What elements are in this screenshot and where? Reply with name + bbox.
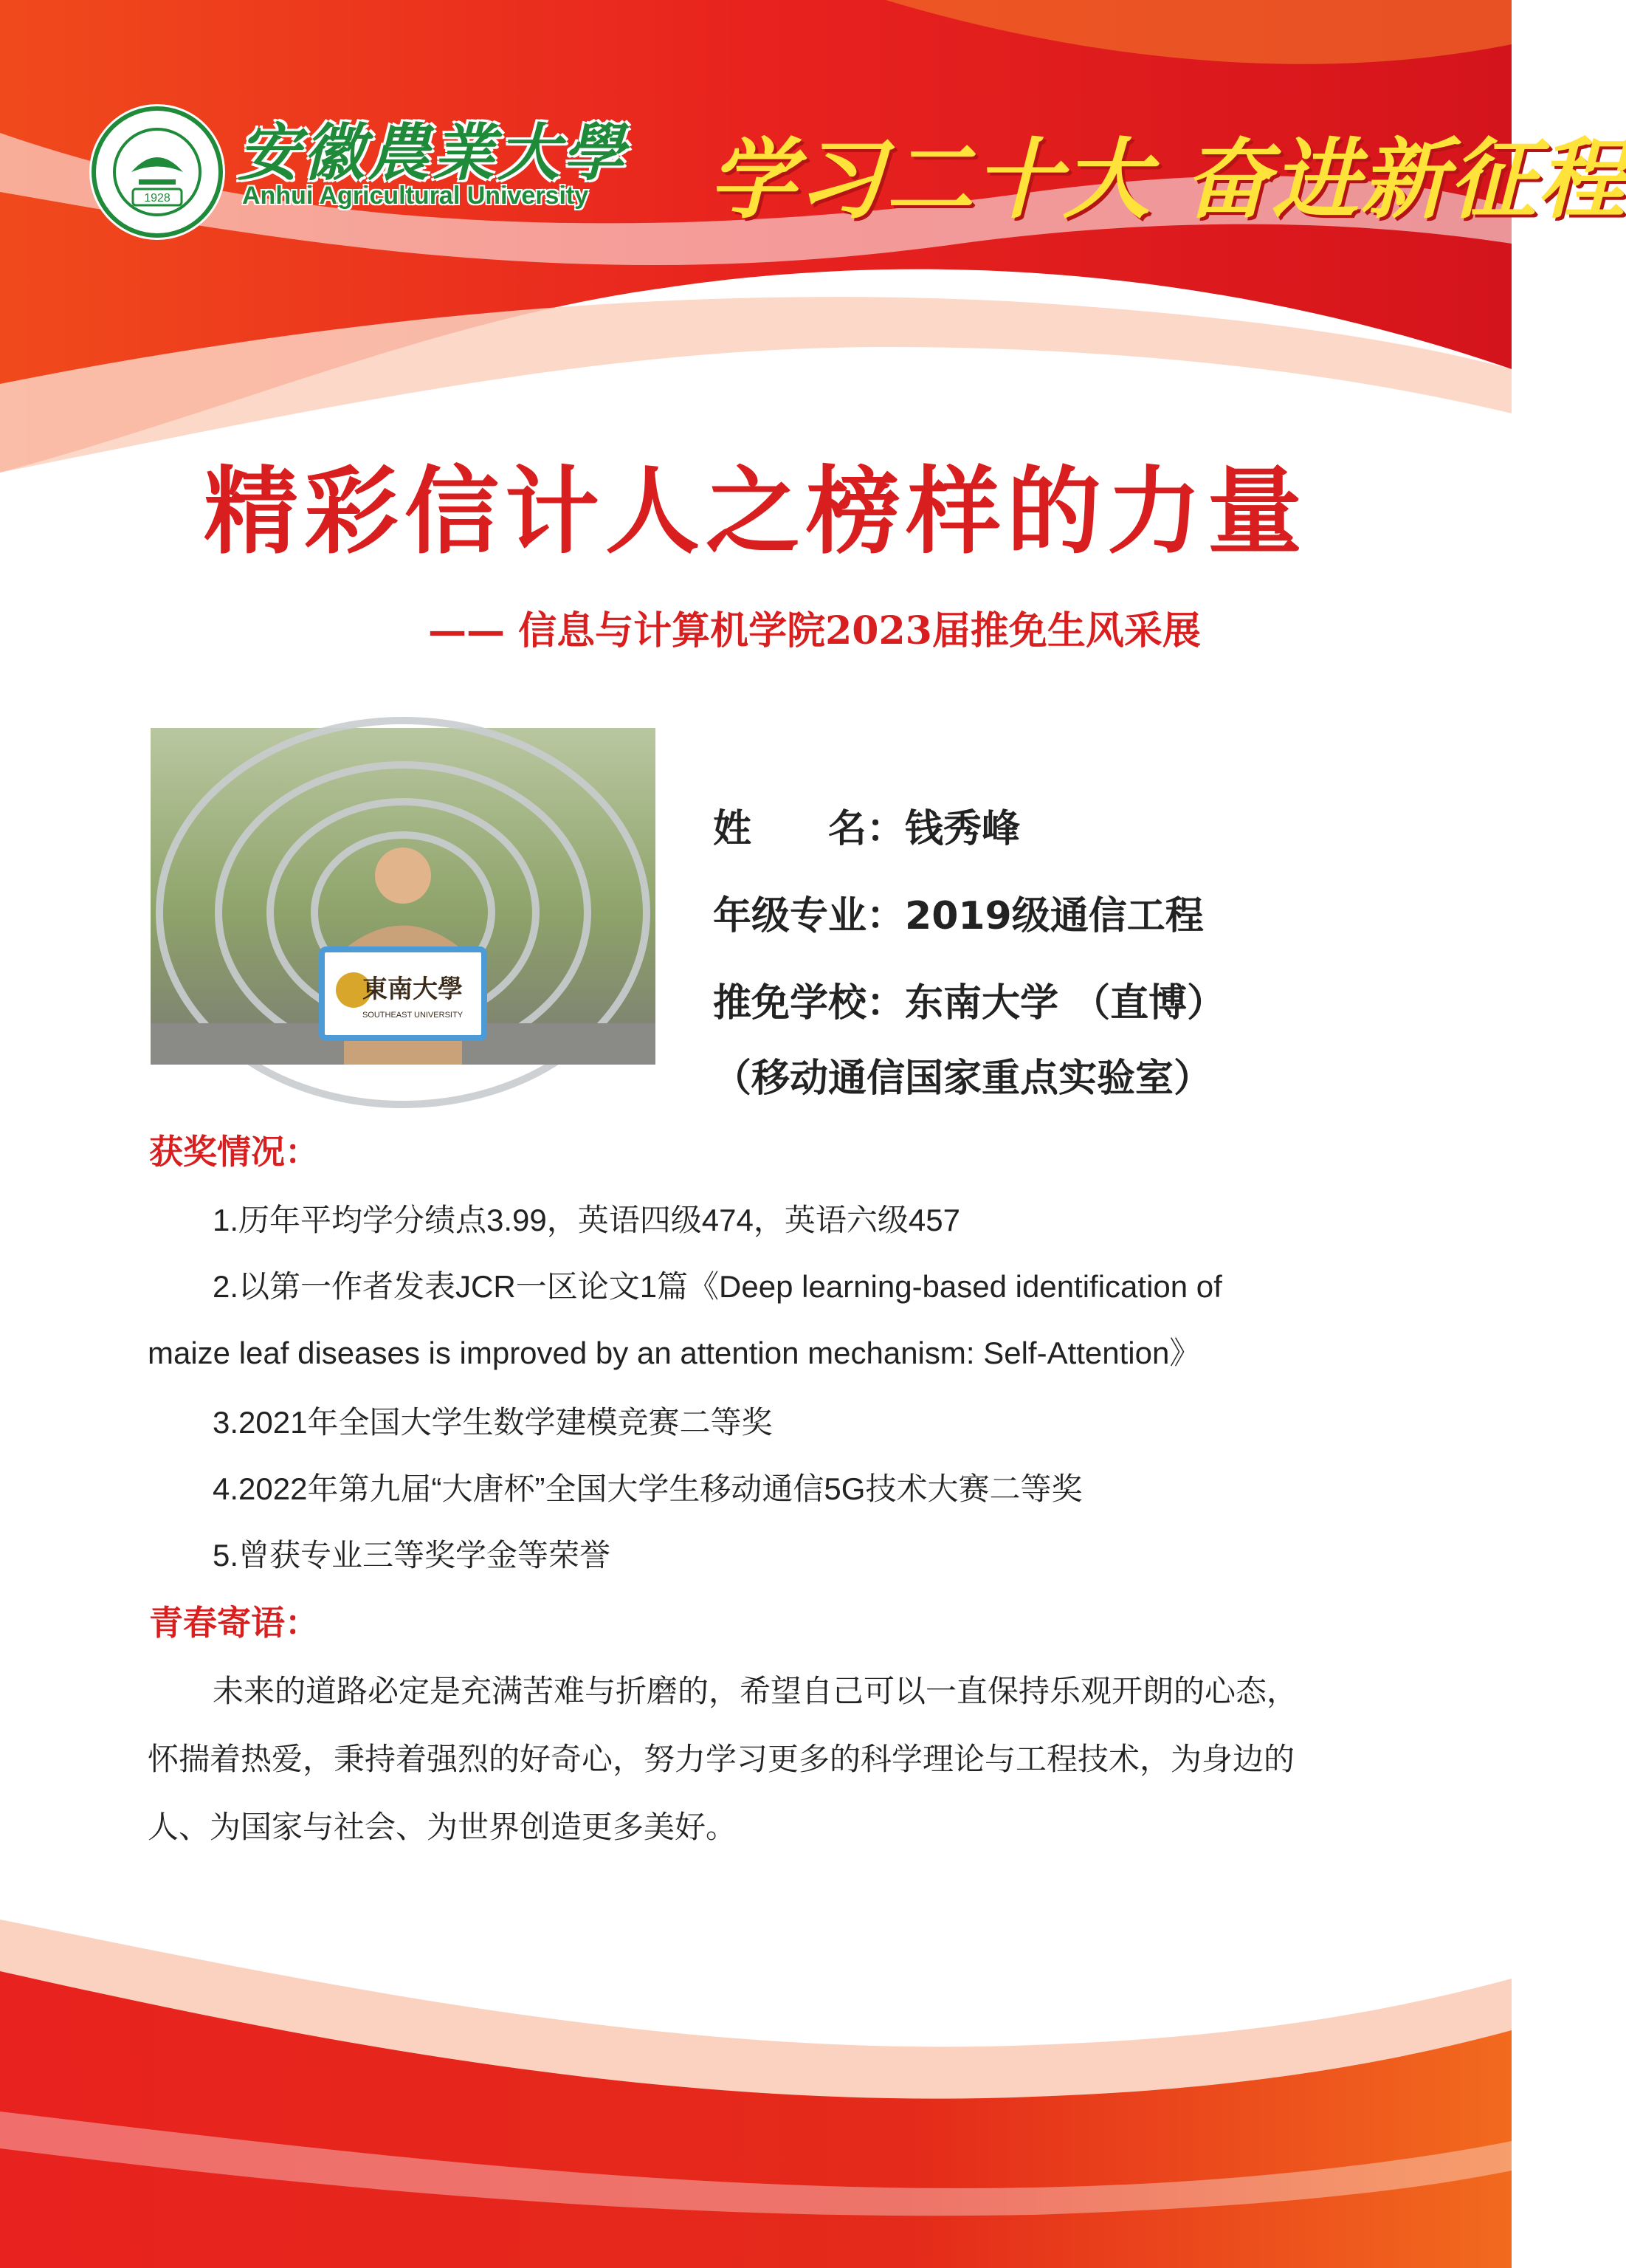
awards-heading: 获奖情况： <box>149 1132 319 1172</box>
award-item: 2.以第一作者发表JCR一区论文1篇《Deep learning-based identification of <box>213 1269 1222 1304</box>
page-subtitle: —— 信息与计算机学院2023届推免生风采展 <box>428 608 1201 653</box>
major-label: 年级专业： <box>713 894 906 938</box>
profile-school-row <box>713 972 1225 1027</box>
student-photo <box>151 728 655 1065</box>
school-value: 东南大学 （直博） <box>905 981 1226 1025</box>
name-label: 姓 名： <box>713 807 906 851</box>
banner-subtext: SOUTHEAST UNIVERSITY <box>362 1011 464 1020</box>
bottom-banner-background <box>0 1890 1512 2268</box>
wish-heading: 青春寄语： <box>149 1603 319 1643</box>
banner-text: 東南大學 <box>362 975 463 1004</box>
award-item: 3.2021年全国大学生数学建模竞赛二等奖 <box>213 1405 773 1440</box>
wish-line: 怀揣着热爱，秉持着强烈的好奇心，努力学习更多的科学理论与工程技术，为身边的 <box>148 1742 1295 1776</box>
profile-lab: （移动通信国家重点实验室） <box>713 1056 1213 1101</box>
slogan: 学习二十大 奋进新征程 <box>709 128 1626 230</box>
award-item-continued: maize leaf diseases is improved by an attention mechanism: Self-Attention》 <box>148 1336 1201 1370</box>
award-item: 1.历年平均学分绩点3.99，英语四级474，英语六级457 <box>213 1203 960 1237</box>
school-label: 推免学校： <box>713 981 906 1025</box>
page-title: 精彩信计人之榜样的力量 <box>203 456 1308 567</box>
award-item: 5.曾获专业三等奖学金等荣誉 <box>213 1538 611 1573</box>
profile-major-row <box>713 884 1204 940</box>
name-value: 钱秀峰 <box>905 807 1021 851</box>
wish-line: 未来的道路必定是充满苦难与折磨的，希望自己可以一直保持乐观开朗的心态， <box>213 1674 1298 1708</box>
profile-name-row <box>713 797 1020 853</box>
major-value: 2019级通信工程 <box>905 894 1204 938</box>
award-item: 4.2022年第九届“大唐杯”全国大学生移动通信5G技术大赛二等奖 <box>213 1471 1083 1506</box>
university-name-chinese: 安徽農業大學 <box>238 116 628 189</box>
wish-line: 人、为国家与社会、为世界创造更多美好。 <box>148 1810 737 1844</box>
seal-year: 1928 <box>144 192 170 205</box>
university-name-english: Anhui Agricultural University <box>242 182 589 210</box>
person-head <box>375 848 431 904</box>
university-seal-logo <box>87 102 227 242</box>
